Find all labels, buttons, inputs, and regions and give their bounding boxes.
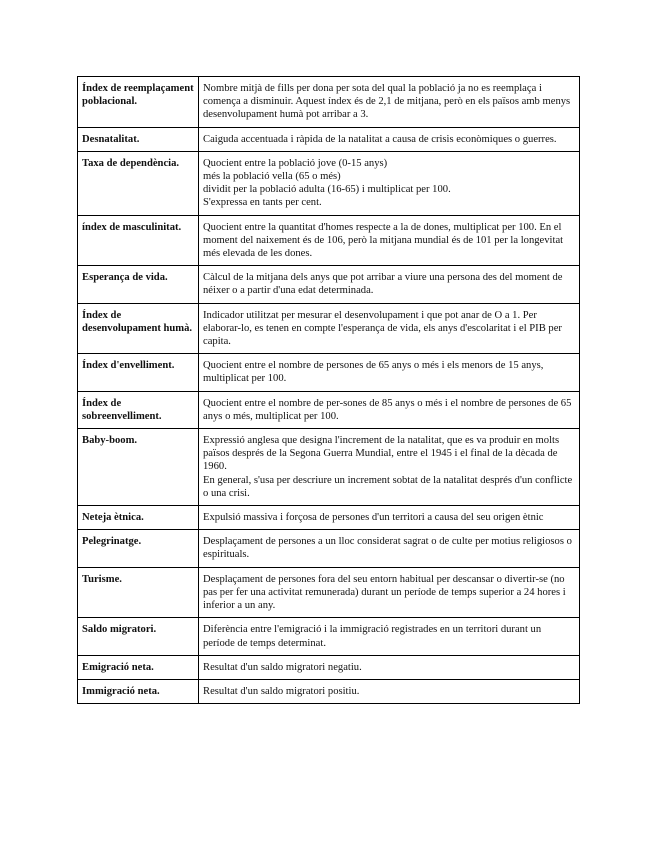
glossary-row (78, 567, 580, 618)
glossary-definition: Desplaçament de persones fora del seu entorn habitual per descansar o divertir-se (no pas per fer una activitat remunerada) durant un període de temps superior a 24 hores i inferior a un any. (199, 567, 580, 618)
glossary-term: Índex de sobreenvelliment. (78, 391, 199, 428)
glossary-definition: Quocient entre el nombre de per-sones de 85 anys o més i el nombre de persones de 65 anys o més, multiplicat per 100. (199, 391, 580, 428)
glossary-row (78, 618, 580, 655)
glossary-term: Índex de desenvolupament humà. (78, 303, 199, 354)
glossary-definition: Resultat d'un saldo migratori negatiu. (199, 655, 580, 679)
glossary-term: Emigració neta. (78, 655, 199, 679)
glossary-row (78, 530, 580, 567)
glossary-row (78, 429, 580, 506)
glossary-row (78, 215, 580, 266)
glossary-definition: Indicador utilitzat per mesurar el desenvolupament i que pot anar de O a 1. Per elaborar-lo, es tenen en compte l'esperança de vida, els anys d'escolaritat i el PIB per capita. (199, 303, 580, 354)
glossary-row (78, 354, 580, 391)
glossary-definition: Desplaçament de persones a un lloc considerat sagrat o de culte per motius religiosos o espirituals. (199, 530, 580, 567)
glossary-row (78, 391, 580, 428)
glossary-term: Immigració neta. (78, 679, 199, 703)
glossary-row (78, 151, 580, 215)
glossary-row (78, 266, 580, 303)
glossary-term: índex de masculinitat. (78, 215, 199, 266)
glossary-term: Pelegrinatge. (78, 530, 199, 567)
glossary-definition: Caiguda accentuada i ràpida de la natalitat a causa de crisis econòmiques o guerres. (199, 127, 580, 151)
glossary-definition: Quocient entre la població jove (0-15 anys) més la població vella (65 o més) dividit per la població adulta (16-65) i multiplicat per 100. S'expressa en tants per cent. (199, 151, 580, 215)
glossary-definition: Quocient entre la quantitat d'homes respecte a la de dones, multiplicat per 100. En el moment del naixement és de 106, però la mitjana mundial és de 101 per la longevitat més elevada de les dones. (199, 215, 580, 266)
glossary-definition: Diferència entre l'emigració i la immigració registrades en un territori durant un període de temps determinat. (199, 618, 580, 655)
glossary-definition: Nombre mitjà de fills per dona per sota del qual la població ja no es reemplaça i comença a disminuir. Aquest índex és de 2,1 de mitjana, però en els països amb menys desenvolupament humà pot arribar a 3. (199, 77, 580, 128)
glossary-definition: Càlcul de la mitjana dels anys que pot arribar a viure una persona des del moment de néixer o a partir d'una edat determinada. (199, 266, 580, 303)
glossary-term: Baby-boom. (78, 429, 199, 506)
glossary-term: Saldo migratori. (78, 618, 199, 655)
glossary-term: Índex de reemplaçament poblacional. (78, 77, 199, 128)
glossary-row (78, 679, 580, 703)
glossary-term: Taxa de dependència. (78, 151, 199, 215)
glossary-row (78, 655, 580, 679)
glossary-term: Turisme. (78, 567, 199, 618)
glossary-term: Neteja ètnica. (78, 506, 199, 530)
glossary-row (78, 127, 580, 151)
glossary-term: Desnatalitat. (78, 127, 199, 151)
glossary-row (78, 506, 580, 530)
glossary-row (78, 77, 580, 128)
glossary-row (78, 303, 580, 354)
glossary-definition: Resultat d'un saldo migratori positiu. (199, 679, 580, 703)
glossary-term: Esperança de vida. (78, 266, 199, 303)
glossary-table (77, 76, 580, 704)
glossary-definition: Expulsió massiva i forçosa de persones d'un territori a causa del seu origen ètnic (199, 506, 580, 530)
glossary-definition: Expressió anglesa que designa l'increment de la natalitat, que es va produir en molts països després de la Segona Guerra Mundial, entre el 1945 i el final de la dècada de 1960. En general, s'usa per descriure un increment sobtat de la natalitat després d'un conflicte o una crisi. (199, 429, 580, 506)
glossary-term: Índex d'envelliment. (78, 354, 199, 391)
glossary-definition: Quocient entre el nombre de persones de 65 anys o més i els menors de 15 anys, multiplicat per 100. (199, 354, 580, 391)
